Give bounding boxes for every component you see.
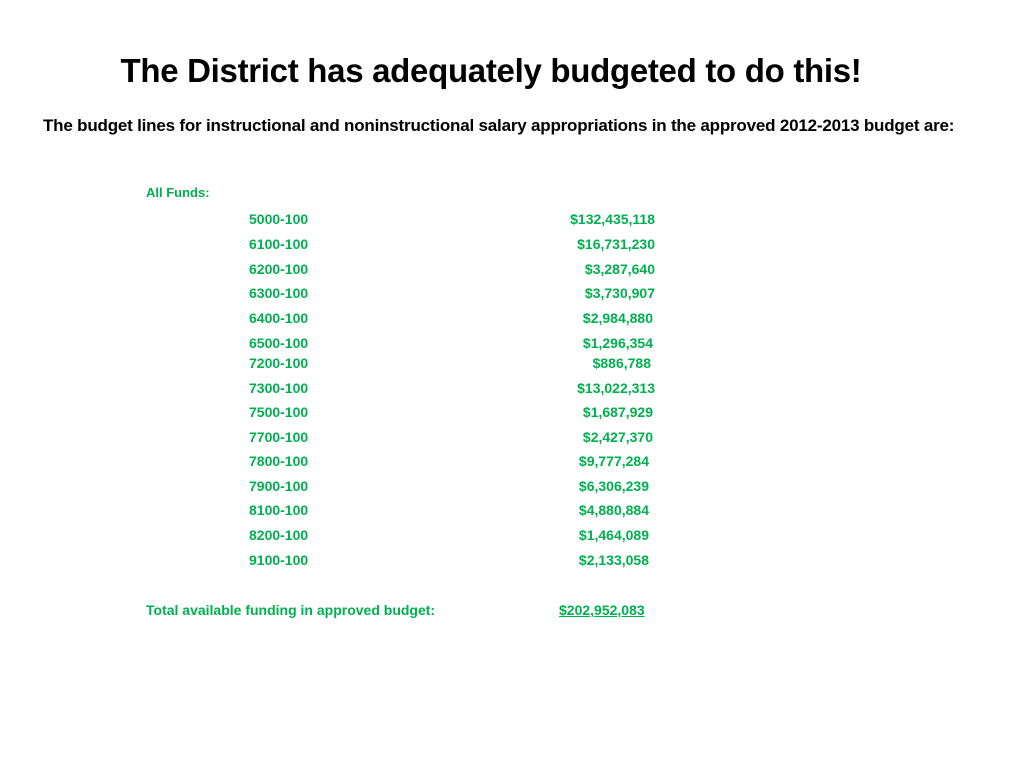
- budget-line-row: [0, 502, 1024, 522]
- budget-line-row: [0, 261, 1024, 281]
- budget-line-amount: $132,435,118: [570, 211, 655, 227]
- budget-line-code: 6200-100: [249, 261, 309, 277]
- budget-line-row: [0, 429, 1024, 449]
- total-amount: $202,952,083: [559, 602, 645, 618]
- slide-title: The District has adequately budgeted to do this!: [120, 52, 862, 89]
- budget-line-row: [0, 310, 1024, 330]
- budget-line-amount: $9,777,284: [578, 453, 649, 469]
- budget-line-code: 7200-100: [249, 355, 309, 371]
- budget-line-amount: $1,464,089: [578, 527, 649, 543]
- budget-line-row: [0, 527, 1024, 547]
- budget-line-row: [0, 211, 1024, 231]
- budget-line-amount: $13,022,313: [577, 380, 655, 396]
- budget-line-amount: $3,730,907: [584, 285, 655, 301]
- budget-line-amount: $1,296,354: [582, 335, 653, 351]
- budget-line-code: 6100-100: [249, 236, 309, 252]
- budget-line-code: 9100-100: [249, 552, 309, 568]
- all-funds-label: All Funds:: [146, 185, 210, 200]
- budget-line-row: [0, 236, 1024, 256]
- intro-paragraph: The budget lines for instructional and noninstructional salary appropriations in the approved 2012-2013 budget are:: [43, 116, 955, 135]
- budget-line-row: [0, 380, 1024, 400]
- budget-line-row: [0, 453, 1024, 473]
- budget-line-code: 7900-100: [249, 478, 309, 494]
- budget-line-row: [0, 355, 1024, 375]
- budget-line-code: 7800-100: [249, 453, 309, 469]
- budget-line-code: 7700-100: [249, 429, 309, 445]
- budget-line-amount: $886,788: [592, 355, 651, 371]
- total-label: Total available funding in approved budget:: [146, 602, 436, 618]
- budget-line-row: [0, 335, 1024, 355]
- budget-line-row: [0, 285, 1024, 305]
- budget-line-code: 8100-100: [249, 502, 309, 518]
- budget-line-code: 7300-100: [249, 380, 309, 396]
- budget-line-amount: $6,306,239: [578, 478, 649, 494]
- budget-line-code: 8200-100: [249, 527, 309, 543]
- budget-line-code: 6500-100: [249, 335, 309, 351]
- budget-line-row: [0, 404, 1024, 424]
- budget-line-amount: $16,731,230: [577, 236, 655, 252]
- budget-line-code: 6300-100: [249, 285, 309, 301]
- budget-line-amount: $2,984,880: [582, 310, 653, 326]
- budget-line-amount: $2,427,370: [582, 429, 653, 445]
- budget-line-row: [0, 478, 1024, 498]
- budget-line-code: 5000-100: [249, 211, 309, 227]
- budget-line-amount: $2,133,058: [578, 552, 649, 568]
- budget-line-amount: $1,687,929: [582, 404, 653, 420]
- budget-line-code: 7500-100: [249, 404, 309, 420]
- budget-line-code: 6400-100: [249, 310, 309, 326]
- budget-line-amount: $3,287,640: [584, 261, 655, 277]
- budget-line-amount: $4,880,884: [578, 502, 649, 518]
- budget-line-row: [0, 552, 1024, 572]
